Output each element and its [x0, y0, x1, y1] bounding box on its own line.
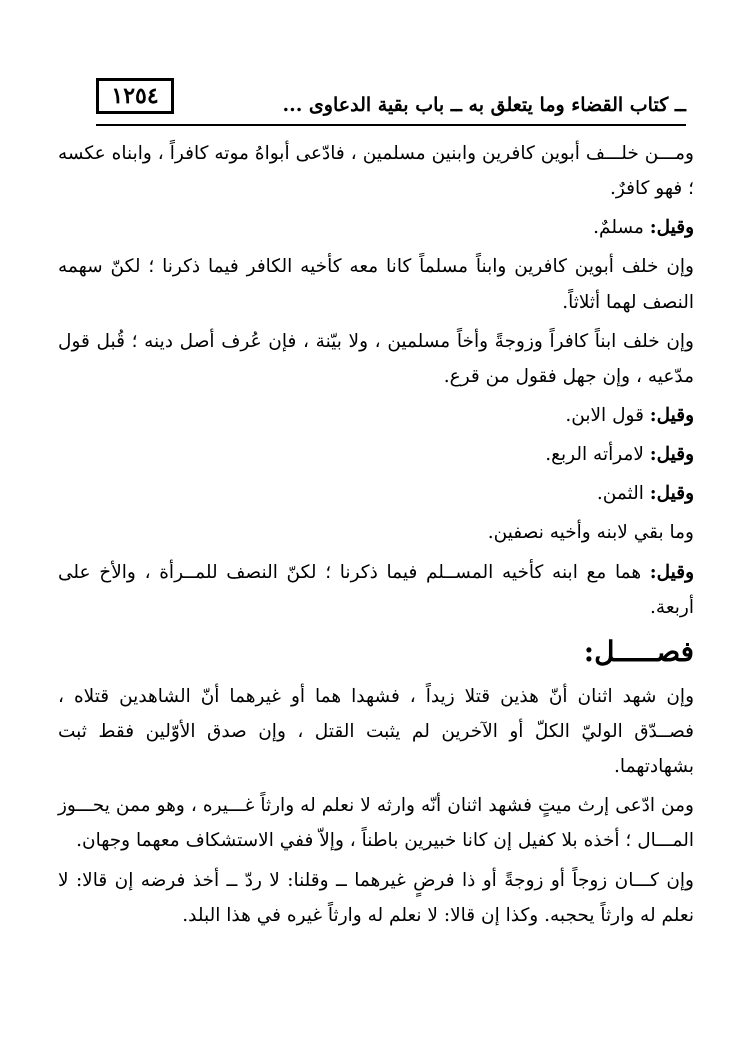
paragraph [58, 555, 694, 625]
page-number: ١٢٥٤ [96, 78, 174, 114]
paragraph-text: قول الابن. [565, 404, 650, 426]
paragraph-text: ومـــن خلـــف أبوين كافرين وابنين مسلمين ، فادّعى أبواهُ موته كافراً ، وابناه عكسه ؛ فهو كافرٌ. [58, 143, 694, 200]
section-title: فصـــــل: [583, 634, 694, 668]
paragraph-text: لامرأته الربع. [545, 444, 650, 466]
paragraph-lead: وقيل: [649, 217, 694, 239]
page-header [96, 76, 686, 128]
paragraph-text: وإن شهد اثنان أنّ هذين قتلا زيداً ، فشهدا هما أو غيرهما أنّ الشاهدين قتلاه ، فصــدّق الوليّ الكلّ أو الآخرين لم يثبت القتل ، وإن صدق الأوّلين فقط ثبت بشهادتهما. [58, 685, 694, 778]
paragraph [58, 679, 694, 784]
paragraph [58, 515, 694, 550]
paragraph-lead: وقيل: [649, 444, 694, 466]
header-rule [96, 124, 686, 126]
paragraph [58, 398, 694, 433]
paragraph-lead: وقيل: [649, 561, 694, 583]
paragraph [58, 210, 694, 245]
paragraph-text: وما بقي لابنه وأخيه نصفين. [487, 522, 694, 544]
paragraph-text: وإن خلف ابناً كافراً وزوجةً وأخاً مسلمين ، ولا بيّنة ، فإن عُرف أصل دينه ؛ قُبل قول مدّعيه ، وإن جهل فقول من قرع. [58, 330, 694, 387]
paragraph [58, 249, 694, 319]
paragraph-text: مسلمٌ. [593, 217, 650, 239]
paragraph [58, 476, 694, 511]
paragraph-lead: وقيل: [649, 483, 694, 505]
paragraph [58, 437, 694, 472]
paragraph [58, 863, 694, 933]
paragraph [58, 324, 694, 394]
paragraph-text: وإن خلف أبوين كافرين وابناً مسلماً كانا معه كأخيه الكافر فيما ذكرنا ؛ لكنّ سهمه النصف لهما أثلاثاً. [58, 256, 694, 313]
paragraph-text: هما مع ابنه كأخيه المســلم فيما ذكرنا ؛ لكنّ النصف للمــرأة ، والأخ على أربعة. [58, 561, 694, 618]
paragraph-text: ومن ادّعى إرث ميتٍ فشهد اثنان أنّه وارثه لا نعلم له وارثاً غـــيره ، وهو ممن يحـــوز المـــال ؛ أخذه بلا كفيل إن كانا خبيرين باطناً ، وإلاّ ففي الاستشكاف معهما وجهان. [58, 795, 694, 852]
running-title: ــ كتاب القضاء وما يتعلق به ــ باب بقية الدعاوى ... [282, 94, 686, 116]
paragraph [58, 788, 694, 858]
page-body [58, 136, 694, 937]
paragraph [58, 136, 694, 206]
paragraph-lead: وقيل: [649, 404, 694, 426]
paragraph-text: وإن كـــان زوجاً أو زوجةً أو ذا فرضٍ غيرهما ــ وقلنا: لا ردّ ــ أخذ فرضه إن قالا: لا نعلم له وارثاً يحجبه. وكذا إن قالا: لا نعلم له وارثاً غيره في هذا البلد. [58, 869, 694, 926]
paragraph-text: الثمن. [596, 483, 650, 505]
